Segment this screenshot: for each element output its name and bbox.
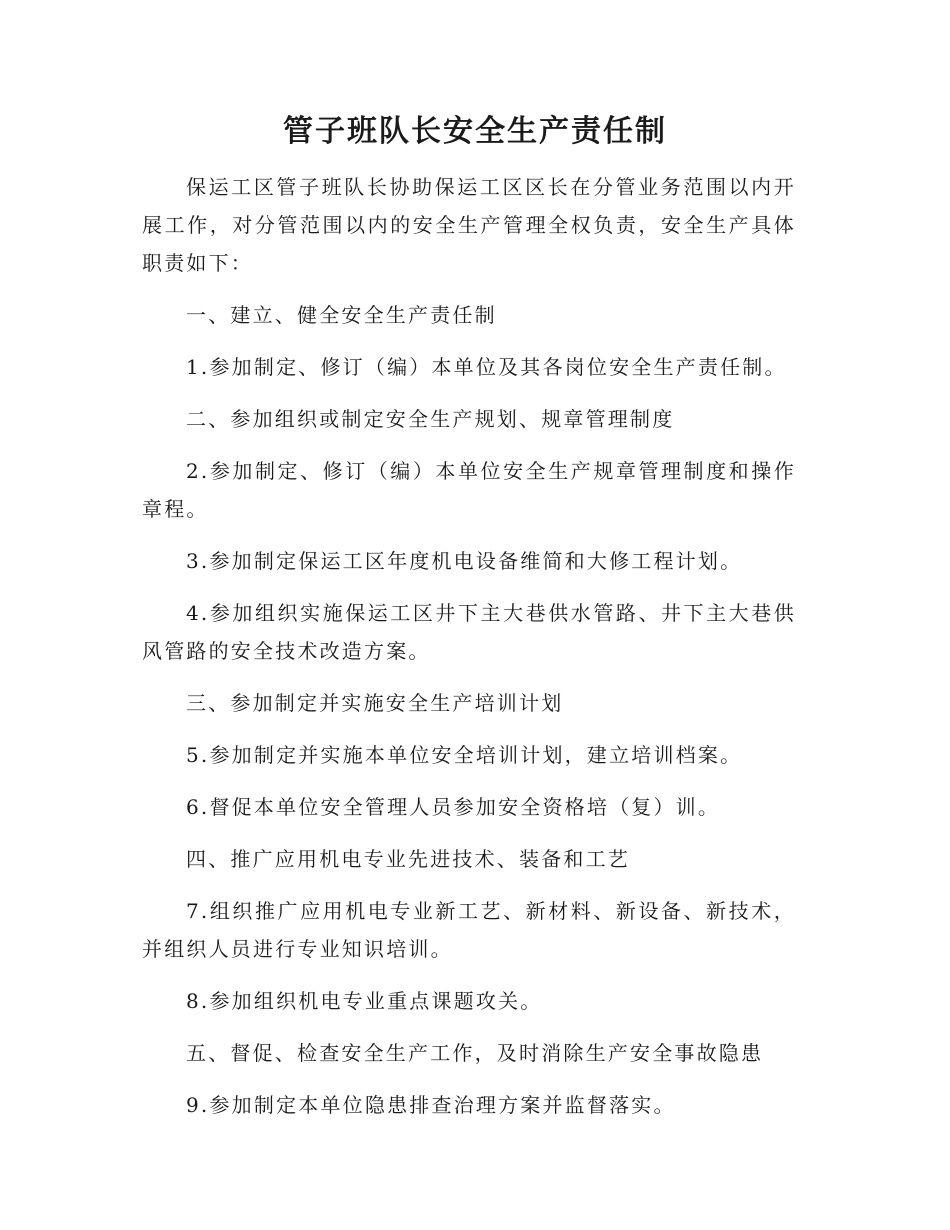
list-item-6: 6.督促本单位安全管理人员参加安全资格培（复）训。 <box>186 795 721 819</box>
list-item-5: 5.参加制定并实施本单位安全培训计划，建立培训档案。 <box>186 743 743 767</box>
document-body <box>142 168 796 1138</box>
document-title: 管子班队长安全生产责任制 <box>283 114 667 149</box>
section-heading-3: 三、参加制定并实施安全生产培训计划 <box>186 691 564 715</box>
list-item-2: 2.参加制定、修订（编）本单位安全生产规章管理制度和操作章程。 <box>142 459 796 521</box>
list-item-4: 4.参加组织实施保运工区井下主大巷供水管路、井下主大巷供风管路的安全技术改造方案。 <box>142 601 796 663</box>
list-item-1: 1.参加制定、修订（编）本单位及其各岗位安全生产责任制。 <box>186 355 787 379</box>
list-item-3: 3.参加制定保运工区年度机电设备维简和大修工程计划。 <box>186 549 743 573</box>
list-item-9: 9.参加制定本单位隐患排查治理方案并监督落实。 <box>186 1093 676 1117</box>
list-item-8: 8.参加组织机电专业重点课题攻关。 <box>186 989 543 1013</box>
paragraph-intro: 保运工区管子班队长协助保运工区区长在分管业务范围以内开展工作，对分管范围以内的安全生产管理全权负责，安全生产具体职责如下： <box>142 175 796 275</box>
section-heading-4: 四、推广应用机电专业先进技术、装备和工艺 <box>186 847 630 871</box>
section-heading-2: 二、参加组织或制定安全生产规划、规章管理制度 <box>186 407 675 431</box>
section-heading-5: 五、督促、检查安全生产工作，及时消除生产安全事故隐患 <box>186 1041 764 1065</box>
list-item-7: 7.组织推广应用机电专业新工艺、新材料、新设备、新技术，并组织人员进行专业知识培训。 <box>142 899 796 961</box>
section-heading-1: 一、建立、健全安全生产责任制 <box>186 303 497 327</box>
